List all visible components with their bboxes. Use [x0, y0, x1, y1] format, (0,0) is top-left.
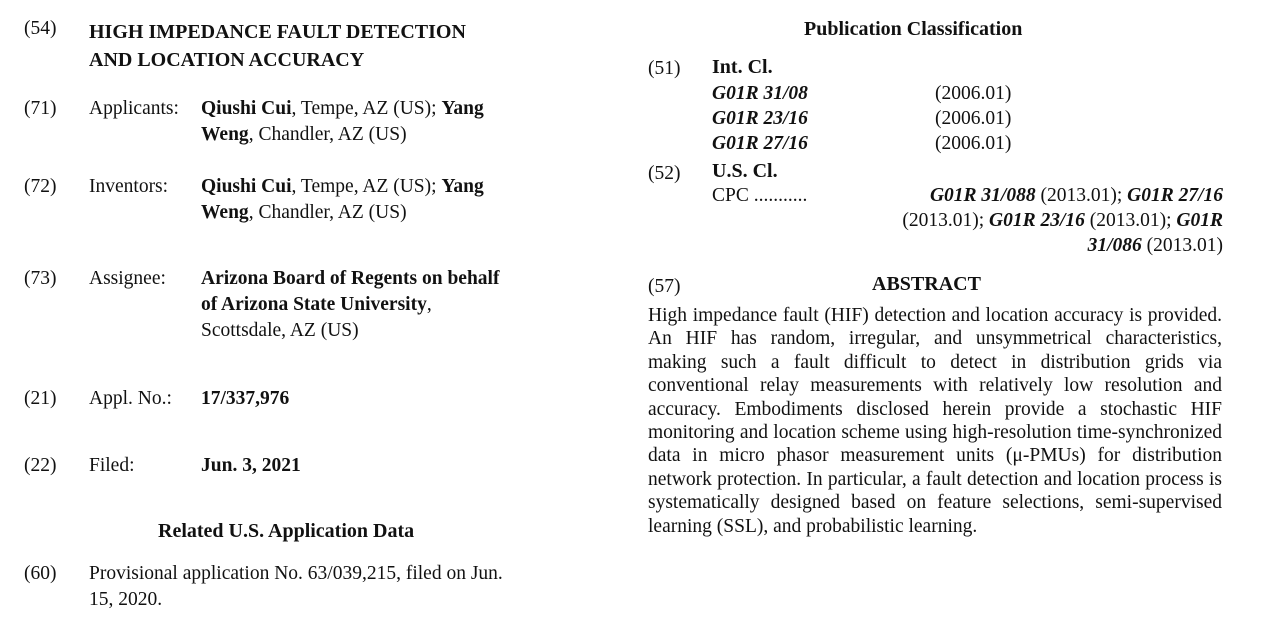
- cpc-date-4: (2013.01): [1146, 235, 1223, 256]
- assignee-name-line2: of Arizona State University: [201, 294, 427, 315]
- cpc-date-3: (2013.01);: [1089, 210, 1172, 231]
- field-num-72: (72): [24, 176, 57, 197]
- int-cl-label: Int. Cl.: [712, 56, 773, 78]
- cpc-code-1: G01R 31/088: [929, 185, 1036, 206]
- field-num-71: (71): [24, 98, 57, 119]
- int-cl-code-3: G01R 27/16: [712, 133, 808, 154]
- related-application-heading: Related U.S. Application Data: [158, 520, 415, 542]
- provisional-line2: 15, 2020.: [89, 589, 163, 610]
- inventor-2-name-first: Yang: [441, 176, 484, 197]
- inventors-label: Inventors:: [89, 176, 169, 197]
- applicant-1-location: , Tempe, AZ (US);: [291, 98, 437, 119]
- abstract-heading: ABSTRACT: [872, 273, 981, 295]
- appl-no-value: 17/337,976: [201, 388, 290, 409]
- applicants-label: Applicants:: [89, 98, 179, 119]
- inventor-2-location: , Chandler, AZ (US): [248, 202, 407, 223]
- filed-value: Jun. 3, 2021: [201, 455, 301, 476]
- publication-classification-heading: Publication Classification: [804, 18, 1023, 40]
- applicants-value: [201, 96, 484, 148]
- inventor-2-name-last: Weng: [201, 202, 249, 223]
- assignee-comma: ,: [426, 294, 432, 315]
- applicant-2-location: , Chandler, AZ (US): [248, 124, 407, 145]
- patent-title-line1: HIGH IMPEDANCE FAULT DETECTION: [89, 21, 466, 43]
- assignee-value: [201, 266, 499, 344]
- patent-title: [89, 18, 466, 74]
- assignee-location: Scottsdale, AZ (US): [201, 320, 359, 341]
- cpc-code-4-part2: 31/086: [1087, 235, 1142, 256]
- assignee-label: Assignee:: [89, 268, 166, 289]
- applicant-1-name: Qiushi Cui: [201, 98, 292, 119]
- patent-title-line2: AND LOCATION ACCURACY: [89, 49, 365, 71]
- field-num-52: (52): [648, 163, 681, 184]
- applicant-2-name-last: Weng: [201, 124, 249, 145]
- field-num-51: (51): [648, 58, 681, 79]
- cpc-date-1: (2013.01);: [1040, 185, 1123, 206]
- us-cl-label: U.S. Cl.: [712, 160, 778, 182]
- int-cl-date-2: (2006.01): [935, 108, 1012, 129]
- cpc-classification: [712, 183, 1223, 258]
- appl-no-label: Appl. No.:: [89, 388, 172, 409]
- abstract-text: High impedance fault (HIF) detection and location accuracy is provided. An HIF has random, irregular, and unsymmetrical characteristics, making such a fault difficult to detect in distribution grids via conventional relay measurements with relatively low resolution and accuracy. Embodiments disclosed herein provide a stochastic HIF monitoring and location scheme using high-resolution time-synchronized data in micro phasor measurement units (μ-PMUs) for distribution network protection. In particular, a fault detection and location process is systematically designed based on feature selections, semi-supervised learning (SSL), and probabilistic learning.: [648, 305, 1222, 537]
- field-num-54: (54): [24, 18, 57, 39]
- cpc-code-3: G01R 23/16: [988, 210, 1085, 231]
- field-num-22: (22): [24, 455, 57, 476]
- field-num-57: (57): [648, 276, 681, 297]
- provisional-text: [89, 561, 503, 613]
- provisional-line1: Provisional application No. 63/039,215, filed on Jun.: [89, 563, 503, 584]
- int-cl-date-3: (2006.01): [935, 133, 1012, 154]
- field-num-60: (60): [24, 563, 57, 584]
- cpc-prefix: CPC ...........: [712, 185, 808, 206]
- applicant-2-name-first: Yang: [441, 98, 484, 119]
- cpc-date-2: (2013.01);: [902, 210, 985, 231]
- cpc-code-2: G01R 27/16: [1127, 185, 1223, 206]
- cpc-code-4-part1: G01R: [1176, 210, 1223, 231]
- int-cl-date-1: (2006.01): [935, 83, 1012, 104]
- filed-label: Filed:: [89, 455, 135, 476]
- assignee-name-line1: Arizona Board of Regents on behalf: [201, 268, 500, 289]
- int-cl-code-2: G01R 23/16: [712, 108, 808, 129]
- inventor-1-name: Qiushi Cui: [201, 176, 292, 197]
- int-cl-code-1: G01R 31/08: [712, 83, 808, 104]
- inventor-1-location: , Tempe, AZ (US);: [291, 176, 437, 197]
- inventors-value: [201, 174, 484, 226]
- field-num-21: (21): [24, 388, 57, 409]
- field-num-73: (73): [24, 268, 57, 289]
